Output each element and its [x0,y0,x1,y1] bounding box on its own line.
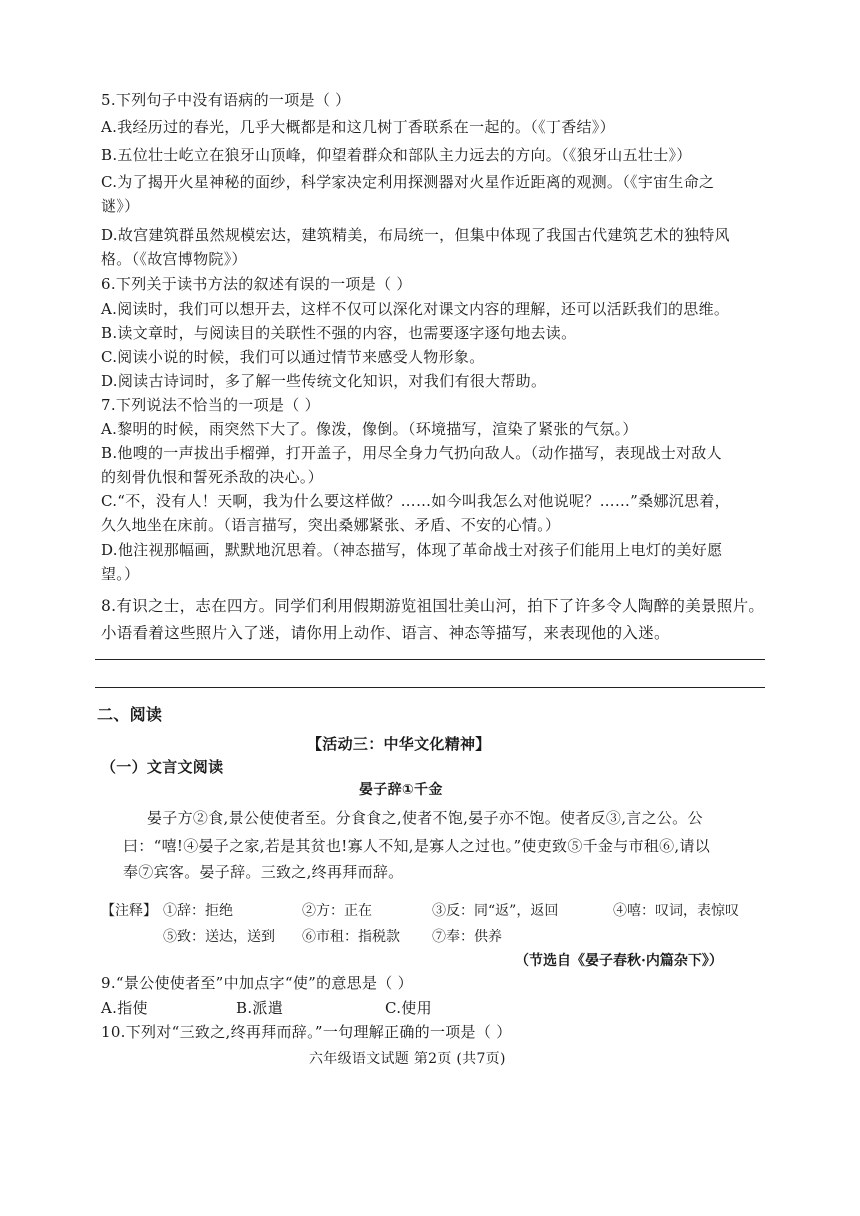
passage-line-3: 奉⑦宾客。晏子辞。三致之,终再拜而辞。 [123,863,404,881]
q9-option-c: C.使用 [385,999,432,1017]
q5-option-b: B.五位壮士屹立在狼牙山顶峰，仰望着群众和部队主力远去的方向。（《狼牙山五壮士》） [101,146,692,164]
source-citation: （节选自《晏子春秋·内篇杂下》） [515,953,723,969]
q7-option-b-cont: 的刻骨仇恨和誓死杀敌的决心。） [101,468,324,486]
q7-option-b: B.他嗖的一声拔出手榴弹，打开盖子，用尽全身力气扔向敌人。（动作描写，表现战士对敌人 [101,444,722,462]
q7-option-d-cont: 望。） [101,565,140,583]
q6-stem: 6.下列关于读书方法的叙述有误的一项是（ ） [101,275,412,293]
activity-heading: 【活动三：中华文化精神】 [307,735,491,753]
q5-option-d: D.故宫建筑群虽然规模宏达，建筑精美，布局统一，但集中体现了我国古代建筑艺术的独特风 [101,226,730,244]
q5-stem: 5.下列句子中没有语病的一项是（ ） [101,91,351,109]
note-2: ②方：正在 [302,903,372,919]
answer-line-1 [95,659,765,660]
q6-option-b: B.读文章时，与阅读目的关联性不强的内容，也需要逐字逐句地去读。 [101,324,577,342]
q7-option-c-cont: 久久地坐在床前。（语言描写，突出桑娜紧张、矛盾、不安的心情。） [101,516,561,534]
q7-option-c: C.“不，没有人！天啊，我为什么要这样做？……如今叫我怎么对他说呢？……”桑娜沉思着， [101,492,730,510]
subsection-heading: （一）文言文阅读 [101,758,224,776]
q7-option-d: D.他注视那幅画，默默地沉思着。（神态描写，体现了革命战士对孩子们能用上电灯的美好愿 [101,541,723,559]
q9-option-a: A.指使 [101,999,148,1017]
q9-stem: 9.“景公使使者至”中加点字“使”的意思是（ ） [101,974,413,992]
q6-option-c: C.阅读小说的时候，我们可以通过情节来感受人物形象。 [101,348,485,366]
notes-label: 【注释】 [101,903,157,919]
answer-line-2 [95,687,765,688]
q7-option-a: A.黎明的时候，雨突然下大了。像泼，像倒。（环境描写，渲染了紧张的气氛。） [101,420,638,438]
q5-option-a: A.我经历过的春光，几乎大概都是和这几树丁香联系在一起的。（《丁香结》） [101,118,615,136]
page-footer: 六年级语文试题 第2页 (共7页) [309,1051,506,1067]
q6-option-d: D.阅读古诗词时，多了解一些传统文化知识，对我们有很大帮助。 [101,372,547,390]
note-5: ⑤致：送达，送到 [163,929,275,945]
q9-option-b: B.派遣 [236,999,283,1017]
q5-option-c: C.为了揭开火星神秘的面纱，科学家决定利用探测器对火星作近距离的观测。（《宇宙生命之 [101,173,715,191]
note-1: ①辞：拒绝 [163,903,233,919]
q6-option-a: A.阅读时，我们可以想开去，这样不仅可以深化对课文内容的理解，还可以活跃我们的思维。 [101,300,730,318]
note-7: ⑦奉：供养 [432,929,502,945]
passage-line-1: 晏子方②食,景公使使者至。分食食之,使者不饱,晏子亦不饱。使者反③,言之公。公 [147,809,703,827]
q7-stem: 7.下列说法不恰当的一项是（ ） [101,396,320,414]
q5-option-d-cont: 格。（《故宫博物院》） [101,250,247,268]
q8-prompt-cont: 小语看着这些照片入了迷，请你用上动作、语言、神态等描写，来表现他的入迷。 [101,624,670,642]
note-3: ③反：同“返”，返回 [432,903,559,919]
section-heading: 二、阅读 [97,705,163,724]
note-4: ④嘻：叹词，表惊叹 [613,903,739,919]
passage-title: 晏子辞①千金 [359,782,443,798]
note-6: ⑥市租：指税款 [302,929,400,945]
passage-line-2: 曰：“嘻!④晏子之家,若是其贫也!寡人不知,是寡人之过也。”使吏致⑤千金与市租⑥,请以 [123,837,711,855]
q8-prompt: 8.有识之士，志在四方。同学们利用假期游览祖国壮美山河，拍下了许多令人陶醉的美景照片。 [101,597,765,615]
q5-option-c-cont: 谜》） [101,197,140,215]
q10-stem: 10.下列对“三致之,终再拜而辞。”一句理解正确的一项是（ ） [101,1023,512,1041]
